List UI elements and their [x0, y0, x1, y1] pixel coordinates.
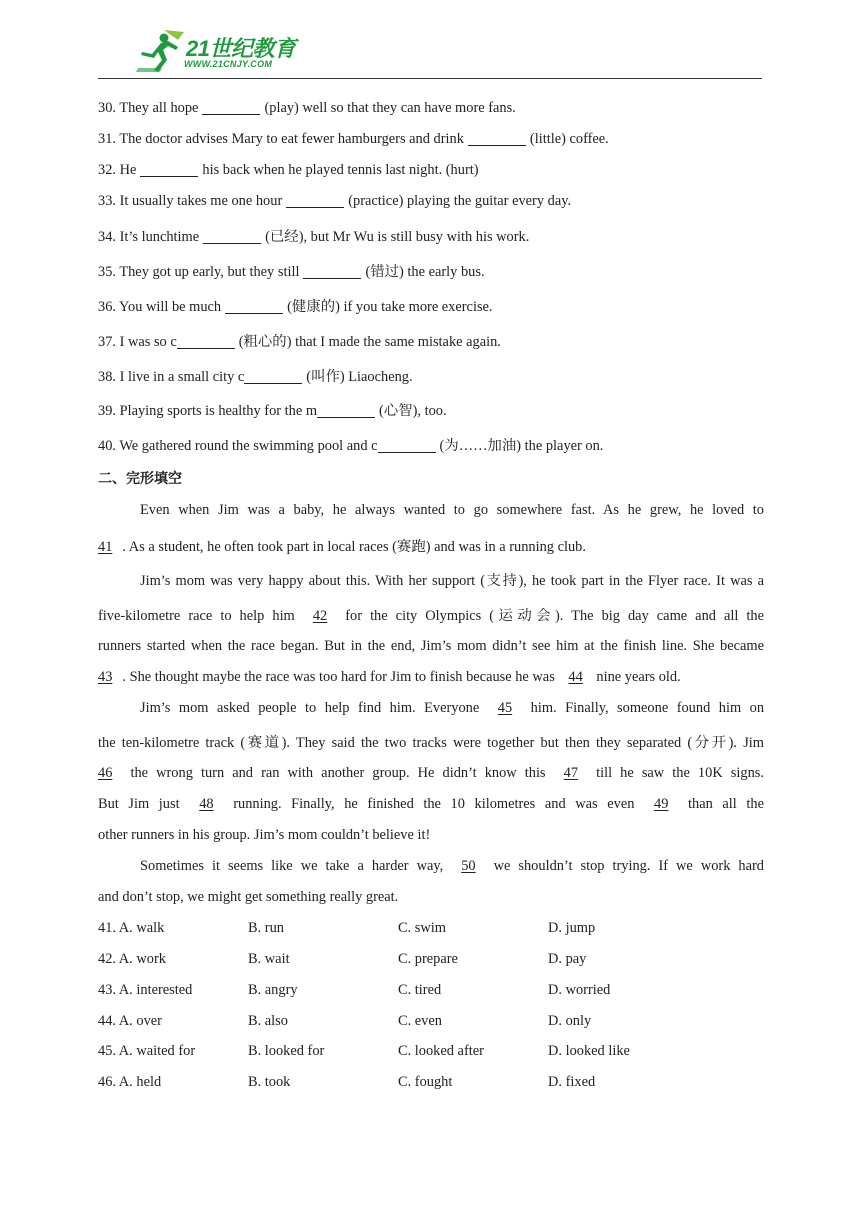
options-row-45 [98, 1043, 762, 1063]
blank-number[interactable]: 49 [654, 796, 669, 812]
option-d[interactable]: D. worried [548, 982, 611, 998]
question-33: 33. It usually takes me one hour (practice) playing the guitar every day. [98, 193, 572, 209]
passage-line: five-kilometre race to help him 42 for the city Olympics (运动会). The big day came and all the [98, 608, 764, 624]
section-title: 二、完形填空 [98, 470, 182, 486]
option-a[interactable]: 45. A. waited for [98, 1043, 196, 1059]
passage-line: Jim’s mom asked people to help find him. Everyone 45 him. Finally, someone found him on [140, 700, 765, 716]
option-d[interactable]: D. fixed [548, 1074, 596, 1090]
blank-number[interactable]: 46 [98, 765, 113, 781]
passage-line: 41 . As a student, he often took part in local races (赛跑) and was in a running club. [98, 539, 586, 555]
options-row-41 [98, 920, 762, 940]
option-c[interactable]: C. fought [398, 1074, 453, 1090]
passage-line: and don’t stop, we might get something really great. [98, 889, 399, 905]
passage-line: the ten-kilometre track (赛道). They said the two tracks were together but then they separated (分开). Jim [98, 735, 764, 751]
blank-number[interactable]: 41 [98, 539, 113, 555]
answer-blank[interactable] [468, 131, 526, 146]
answer-blank[interactable] [140, 162, 198, 177]
option-d[interactable]: D. jump [548, 920, 596, 936]
passage-line: 46 the wrong turn and ran with another group. He didn’t know this 47 till he saw the 10K signs. [98, 765, 764, 781]
answer-blank[interactable] [225, 299, 283, 314]
option-b[interactable]: B. angry [248, 982, 298, 998]
option-a[interactable]: 46. A. held [98, 1074, 162, 1090]
answer-blank[interactable] [317, 403, 375, 418]
logo-brand-text: 21世纪教育 [186, 36, 296, 61]
options-row-46 [98, 1074, 762, 1094]
question-39: 39. Playing sports is healthy for the m (心智), too. [98, 403, 447, 419]
blank-number[interactable]: 48 [199, 796, 214, 812]
passage-line: Jim’s mom was very happy about this. With her support (支持), he took part in the Flyer race. It was a [140, 573, 764, 589]
option-d[interactable]: D. looked like [548, 1043, 630, 1059]
option-d[interactable]: D. only [548, 1013, 592, 1029]
option-c[interactable]: C. tired [398, 982, 442, 998]
option-b[interactable]: B. took [248, 1074, 291, 1090]
passage-line: Sometimes it seems like we take a harder way, 50 we shouldn’t stop trying. If we work hard [140, 858, 764, 874]
blank-number[interactable]: 44 [568, 669, 583, 685]
question-40: 40. We gathered round the swimming pool and c (为……加油) the player on. [98, 438, 604, 454]
passage-line: runners started when the race began. But in the end, Jim’s mom didn’t see him at the finish line. She became [98, 638, 764, 654]
options-row-43 [98, 982, 762, 1002]
option-b[interactable]: B. looked for [248, 1043, 325, 1059]
logo [134, 28, 334, 74]
option-c[interactable]: C. even [398, 1013, 442, 1029]
question-35: 35. They got up early, but they still (错过) the early bus. [98, 264, 485, 280]
option-a[interactable]: 44. A. over [98, 1013, 162, 1029]
passage-line: other runners in his group. Jim’s mom couldn’t believe it! [98, 827, 431, 843]
blank-number[interactable]: 50 [461, 858, 476, 874]
answer-blank[interactable] [378, 438, 436, 453]
question-30: 30. They all hope (play) well so that they can have more fans. [98, 100, 516, 116]
question-34: 34. It’s lunchtime (已经), but Mr Wu is still busy with his work. [98, 229, 530, 245]
blank-number[interactable]: 47 [563, 765, 579, 781]
option-c[interactable]: C. prepare [398, 951, 458, 967]
answer-blank[interactable] [286, 193, 344, 208]
question-36: 36. You will be much (健康的) if you take more exercise. [98, 299, 493, 315]
runner-logo-icon [134, 28, 186, 74]
option-c[interactable]: C. swim [398, 920, 446, 936]
logo-url-text: WWW.21CNJY.COM [184, 59, 273, 69]
option-d[interactable]: D. pay [548, 951, 587, 967]
passage-line: Even when Jim was a baby, he always wanted to go somewhere fast. As he grew, he loved to [140, 502, 764, 518]
blank-number[interactable]: 42 [312, 608, 328, 624]
passage-line: 43 . She thought maybe the race was too hard for Jim to finish because he was 44 nine years old. [98, 669, 681, 685]
option-a[interactable]: 42. A. work [98, 951, 166, 967]
option-a[interactable]: 43. A. interested [98, 982, 193, 998]
answer-blank[interactable] [203, 229, 261, 244]
options-row-44 [98, 1013, 762, 1033]
answer-blank[interactable] [202, 100, 260, 115]
options-row-42 [98, 951, 762, 971]
blank-number[interactable]: 43 [98, 669, 113, 685]
option-a[interactable]: 41. A. walk [98, 920, 165, 936]
passage-line: But Jim just 48 running. Finally, he finished the 10 kilometres and was even 49 than all the [98, 796, 764, 812]
option-b[interactable]: B. run [248, 920, 284, 936]
answer-blank[interactable] [303, 264, 361, 279]
option-b[interactable]: B. also [248, 1013, 288, 1029]
option-b[interactable]: B. wait [248, 951, 290, 967]
question-38: 38. I live in a small city c (叫作) Liaocheng. [98, 369, 413, 385]
question-37: 37. I was so c (粗心的) that I made the same mistake again. [98, 334, 501, 350]
header-divider [98, 78, 762, 79]
page-header [98, 28, 762, 80]
blank-number[interactable]: 45 [497, 700, 513, 716]
answer-blank[interactable] [177, 334, 235, 349]
question-31: 31. The doctor advises Mary to eat fewer hamburgers and drink (little) coffee. [98, 131, 609, 147]
answer-blank[interactable] [244, 369, 302, 384]
option-c[interactable]: C. looked after [398, 1043, 484, 1059]
question-32: 32. He his back when he played tennis last night. (hurt) [98, 162, 479, 178]
